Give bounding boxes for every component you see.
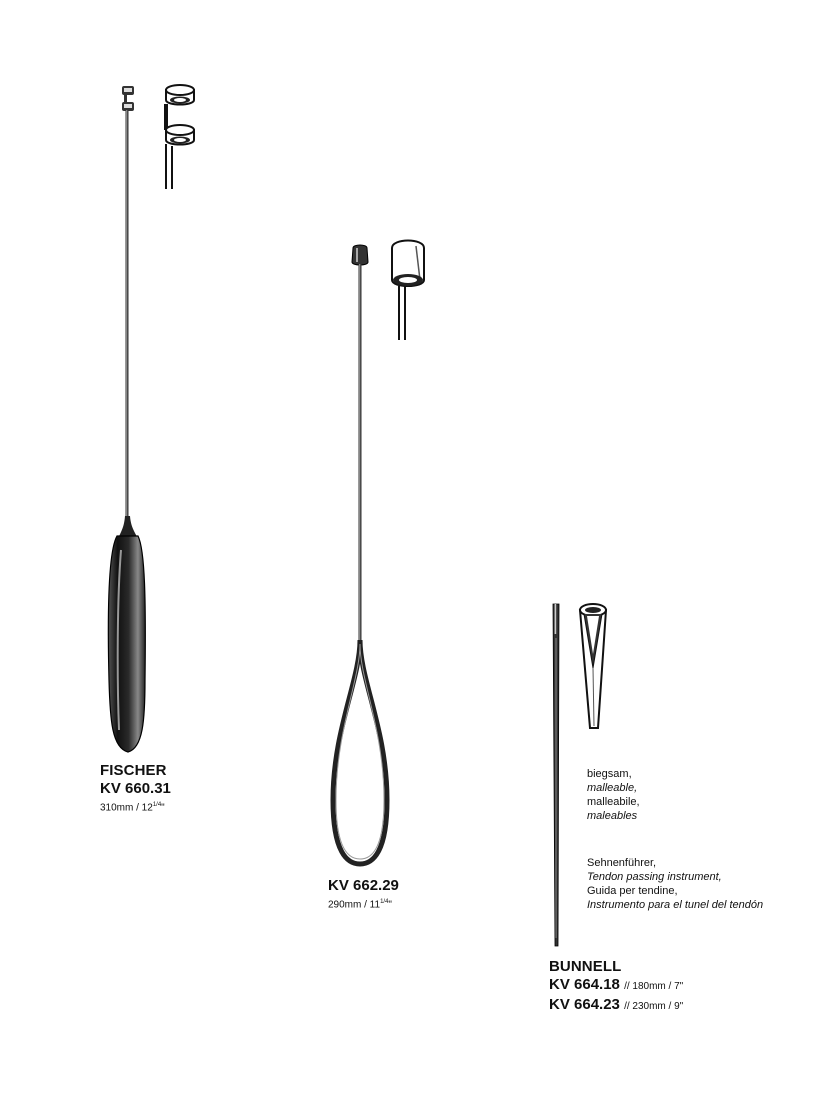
kv66229-size-value: 290mm / 11 [328,899,381,911]
bunnell-variant-2-code: KV 664.23 [549,996,620,1013]
loop-tip-detail-illustration [386,236,431,346]
bunnell-label [549,958,683,1016]
fischer-label [100,762,171,815]
malleable-note [587,767,640,823]
bunnell-variant-1-size: // 180mm / 7" [624,981,684,992]
fischer-instrument-illustration [95,80,165,760]
kv66229-size-fraction: 1/4 [380,899,389,905]
malleable-en: malleable, [587,782,638,794]
bunnell-variant-2-size: // 230mm / 9" [624,1001,684,1012]
malleable-de: biegsam, [587,768,632,780]
kv66229-size [328,895,399,912]
fischer-size [100,798,171,815]
bunnell-name: BUNNELL [549,958,622,975]
description-it: Guida per tendine, [587,885,678,897]
description-es: Instrumento para el tunel del tendón [587,899,764,911]
bunnell-variant-1 [549,976,683,996]
loop-instrument-illustration [325,240,395,870]
bunnell-variant-2 [549,996,683,1016]
malleable-es: maleables [587,810,638,822]
bunnell-instrument-illustration [546,598,566,950]
description-en: Tendon passing instrument, [587,871,722,883]
fischer-tip-detail-illustration [158,84,203,194]
bunnell-variant-1-code: KV 664.18 [549,976,620,993]
bunnell-tip-detail-illustration [576,598,616,738]
kv66229-size-unit: " [388,899,392,911]
malleable-it: malleabile, [587,796,640,808]
fischer-code: KV 660.31 [100,780,171,797]
description-de: Sehnenführer, [587,857,657,869]
instrument-description [587,856,763,912]
fischer-size-unit: " [161,802,165,814]
fischer-size-value: 310mm / 12 [100,802,153,814]
fischer-size-fraction: 1/4 [152,802,162,808]
kv66229-label [328,877,399,912]
fischer-name: FISCHER [100,762,167,779]
kv66229-code: KV 662.29 [328,877,399,894]
